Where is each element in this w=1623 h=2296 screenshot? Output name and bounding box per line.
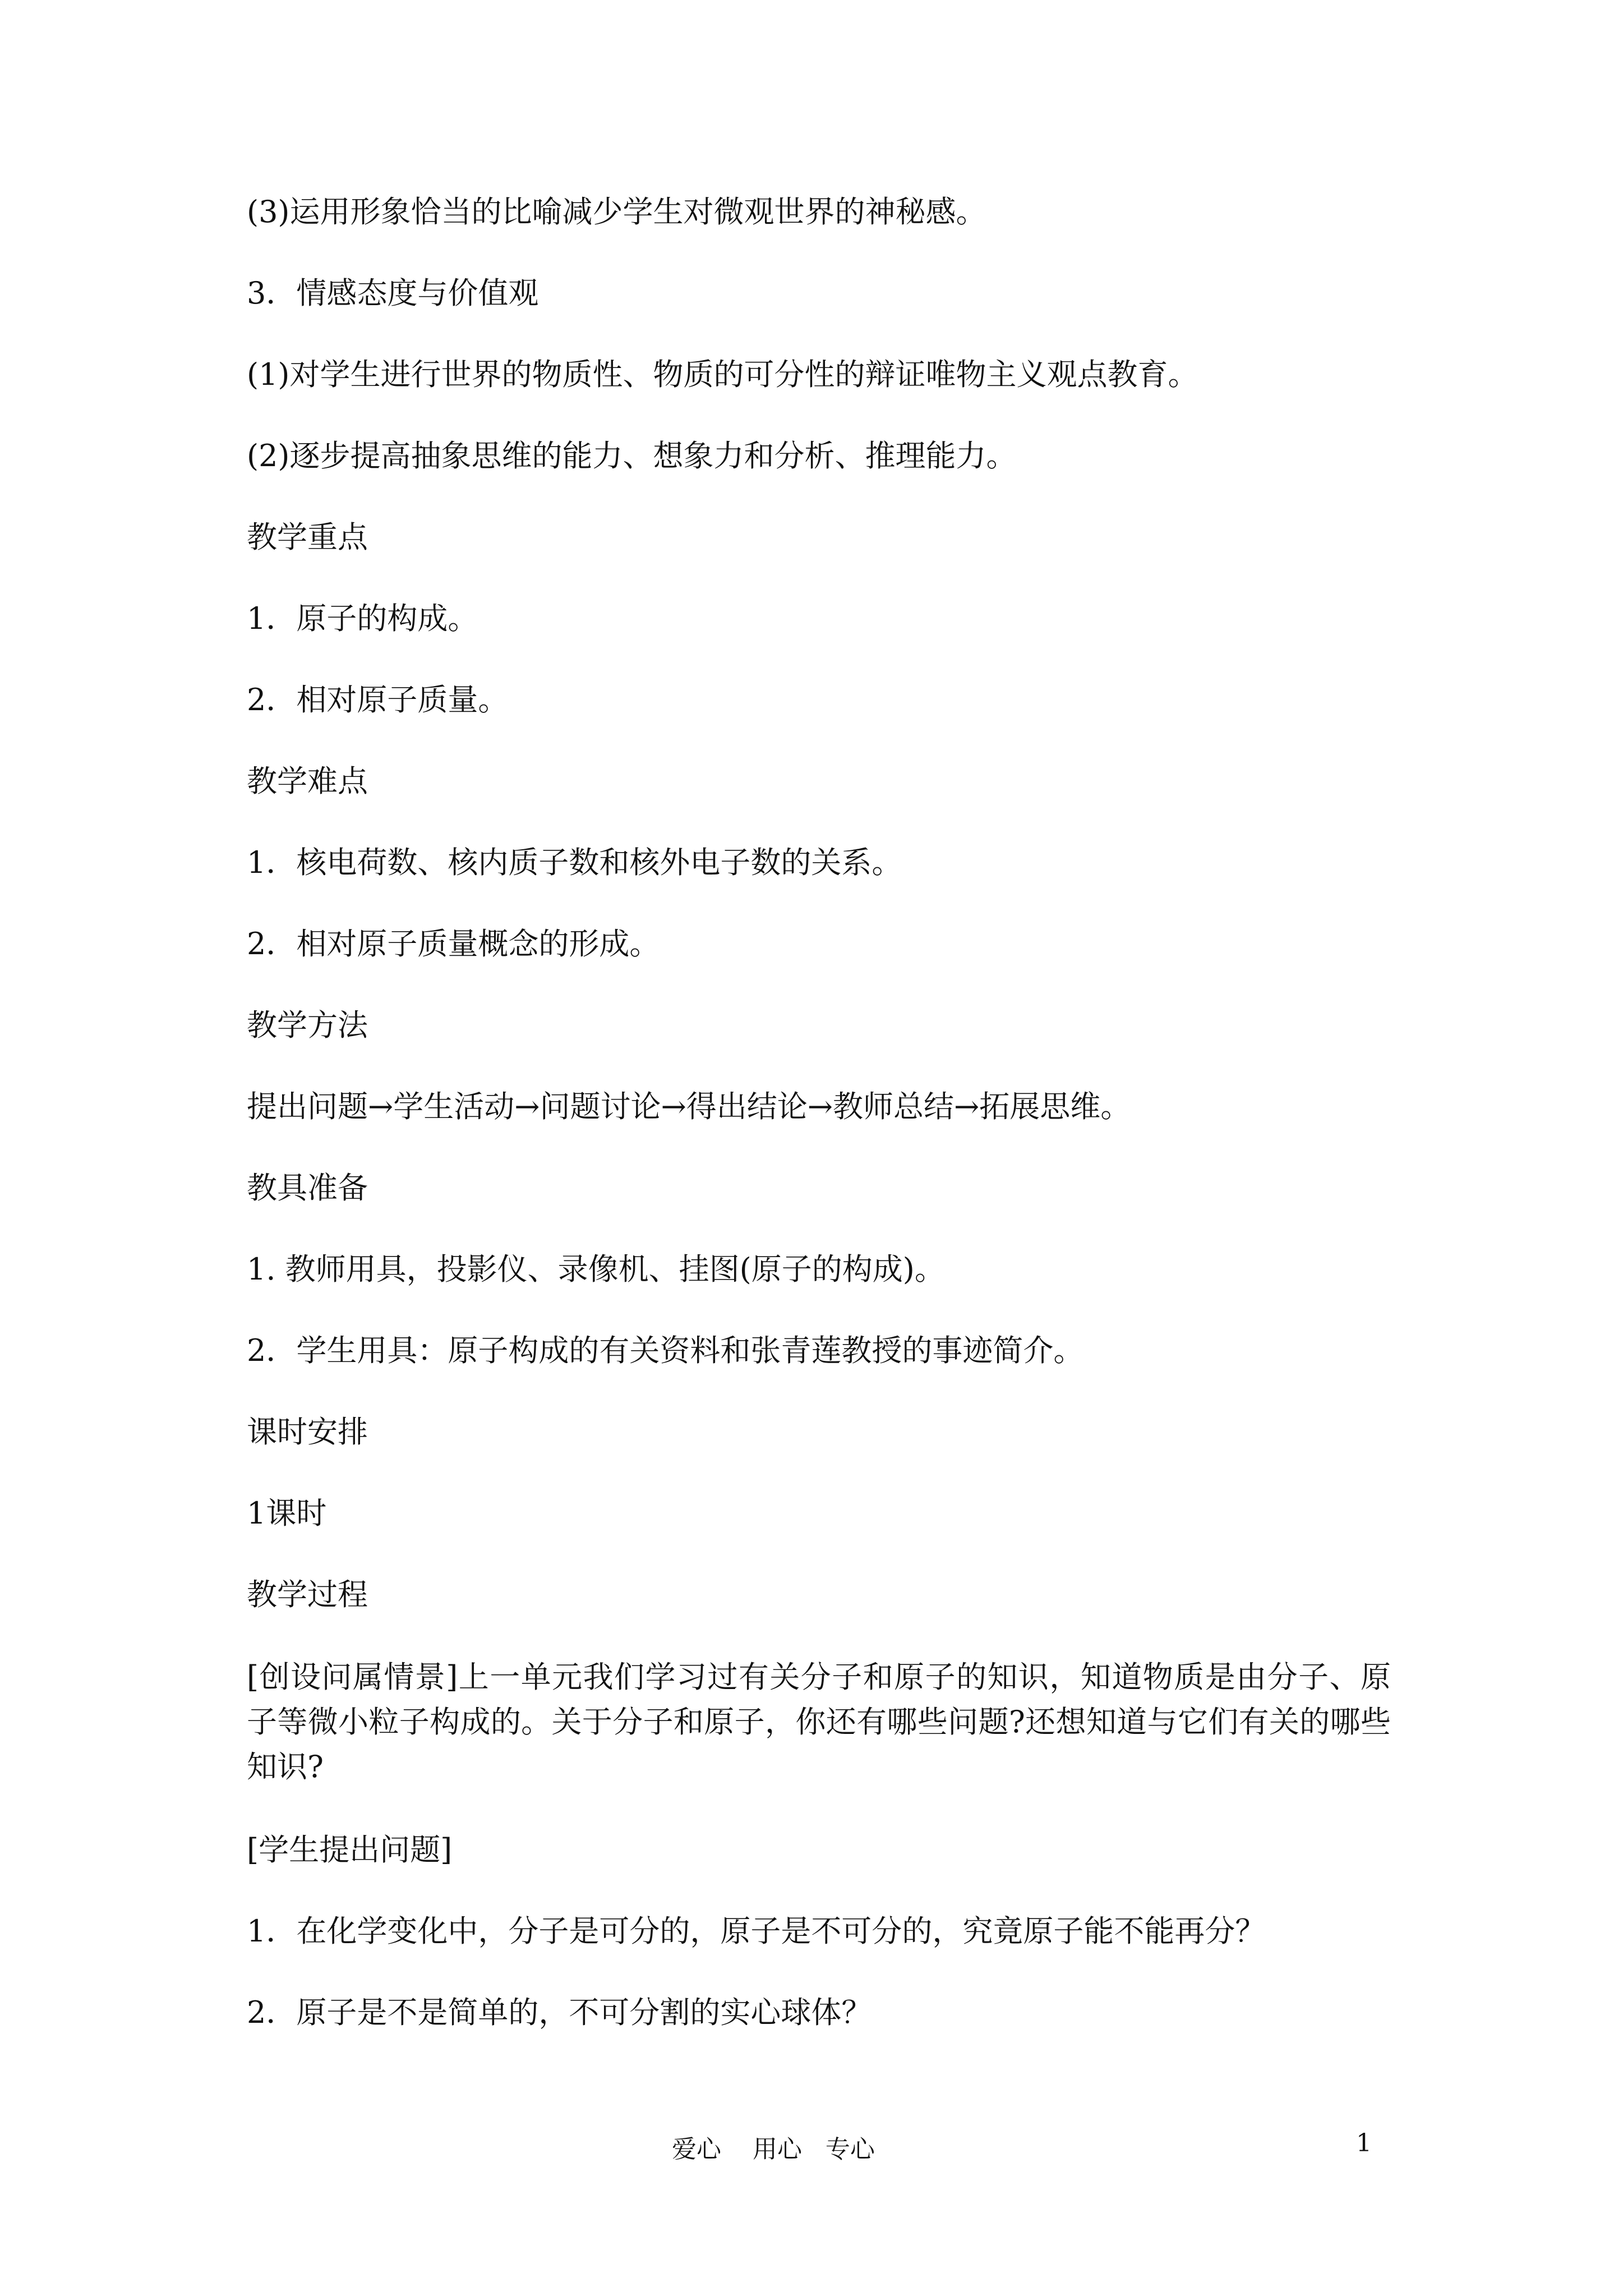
- difficulty-1: 1．核电荷数、核内质子数和核外电子数的关系。: [247, 845, 902, 880]
- paragraph-values-1: (1)对学生进行世界的物质性、物质的可分性的辩证唯物主义观点教育。: [247, 357, 1198, 392]
- difficulty-2: 2．相对原子质量概念的形成。: [247, 926, 660, 961]
- heading-key-points: 教学重点: [247, 519, 368, 555]
- paragraph-objective-3: (3)运用形象恰当的比喻减少学生对微观世界的神秘感。: [247, 194, 986, 229]
- heading-schedule: 课时安排: [247, 1414, 368, 1450]
- teaching-method-flow: 提出问题→学生活动→问题讨论→得出结论→教师总结→拓展思维。: [247, 1089, 1131, 1124]
- page-body: [247, 191, 1391, 2073]
- page-number: 1: [1356, 2129, 1372, 2157]
- key-point-2: 2．相对原子质量。: [247, 682, 509, 717]
- footer-slogan: 爱心 用心 专心: [672, 2135, 875, 2164]
- heading-student-questions: [学生提出问题]: [247, 1832, 453, 1867]
- heading-emotion-values: 3．情感态度与价值观: [247, 275, 539, 311]
- student-question-1: 1．在化学变化中，分子是可分的，原子是不可分的，究竟原子能不能再分？: [247, 1913, 1266, 1949]
- heading-teaching-method: 教学方法: [247, 1007, 368, 1043]
- scenario-paragraph: [创设问属情景]上一单元我们学习过有关分子和原子的知识，知道物质是由分子、原子等微小粒子构成的。关于分子和原子，你还有哪些问题?还想知道与它们有关的哪些知识?: [247, 1659, 1391, 1784]
- heading-teaching-process: 教学过程: [247, 1577, 368, 1612]
- page-footer: [0, 2129, 1623, 2162]
- heading-teaching-aids: 教具准备: [247, 1170, 368, 1205]
- heading-difficulties: 教学难点: [247, 763, 368, 799]
- key-point-1: 1．原子的构成。: [247, 601, 478, 636]
- paragraph-values-2: (2)逐步提高抽象思维的能力、想象力和分析、推理能力。: [247, 438, 1017, 473]
- teaching-aid-1: 1. 教师用具，投影仪、录像机、挂图(原子的构成)。: [247, 1251, 945, 1287]
- student-question-2: 2．原子是不是简单的，不可分割的实心球体？: [247, 1995, 872, 2030]
- schedule-value: 1课时: [247, 1496, 327, 1531]
- teaching-aid-2: 2．学生用具：原子构成的有关资料和张青莲教授的事迹简介。: [247, 1333, 1084, 1368]
